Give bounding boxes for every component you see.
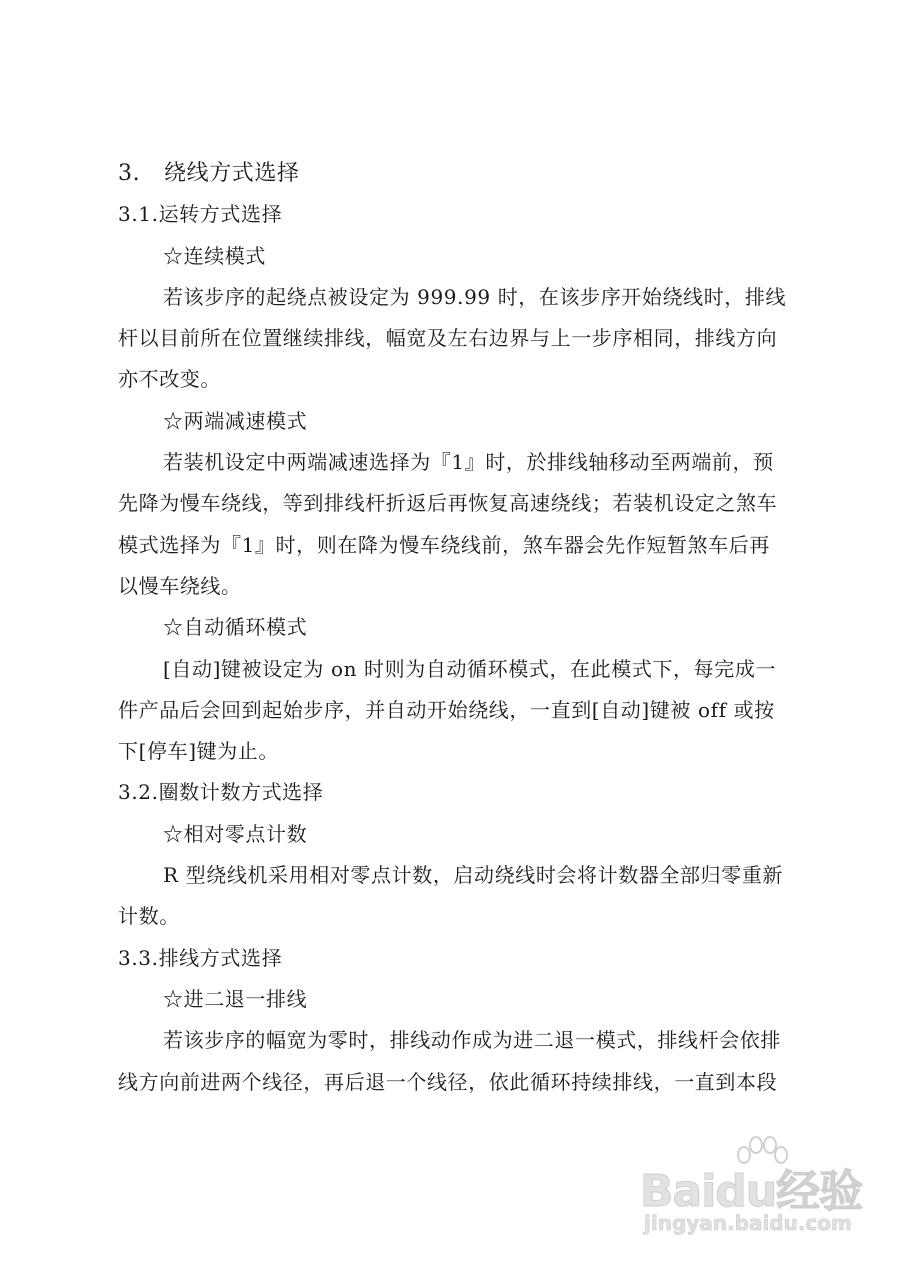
section-heading [118,153,808,194]
baidu-watermark [640,1135,880,1245]
mode-title: ☆自动循环模式 [163,615,308,640]
paragraph-line: 以慢车绕线。 [118,573,242,598]
section-title: 绕线方式选择 [164,161,300,186]
paragraph-line: R 型绕线机采用相对零点计数，启动绕线时会将计数器全部归零重新 [163,863,784,888]
paragraph-line: [自动]键被设定为 on 时则为自动循环模式，在此模式下，每完成一 [163,656,777,681]
paragraph-line: 亦不改变。 [118,367,221,392]
subsection-heading: 3.2.圈数计数方式选择 [118,780,324,805]
paragraph-line: 杆以目前所在位置继续排线，幅宽及左右边界与上一步序相同，排线方向 [118,326,778,351]
paragraph-line: 计数。 [118,904,180,929]
paragraph-line: 若该步序的起绕点被设定为 999.99 时，在该步序开始绕线时，排线 [163,284,787,309]
paragraph-line: 下[停车]键为止。 [118,739,280,764]
watermark-logo: Baidu经验 [640,1166,863,1217]
subsection-heading: 3.3.排线方式选择 [118,945,283,970]
paragraph-line: 若该步序的幅宽为零时，排线动作成为进二退一模式，排线杆会依排 [163,1028,781,1053]
mode-title: ☆两端减速模式 [163,408,308,433]
document-body [118,153,808,1103]
paragraph-line: 若装机设定中两端减速选择为『1』时，於排线轴移动至两端前，预 [163,450,774,475]
paragraph-line: 先降为慢车绕线，等到排线杆折返后再恢复高速绕线；若装机设定之煞车 [118,491,778,516]
watermark-url: jingyan.baidu.com [644,1211,852,1235]
section-number: 3. [118,161,141,186]
paragraph-line: 件产品后会回到起始步序，并自动开始绕线，一直到[自动]键被 off 或按 [118,697,775,722]
mode-title: ☆进二退一排线 [163,986,308,1011]
subsection-heading: 3.1.运转方式选择 [118,202,283,227]
mode-title: ☆连续模式 [163,243,266,268]
mode-title: ☆相对零点计数 [163,821,308,846]
text-lines [118,194,808,1103]
paragraph-line: 线方向前进两个线径，再后退一个线径，依此循环持续排线，一直到本段 [118,1069,778,1094]
paragraph-line: 模式选择为『1』时，则在降为慢车绕线前，煞车器会先作短暂煞车后再 [118,532,770,557]
